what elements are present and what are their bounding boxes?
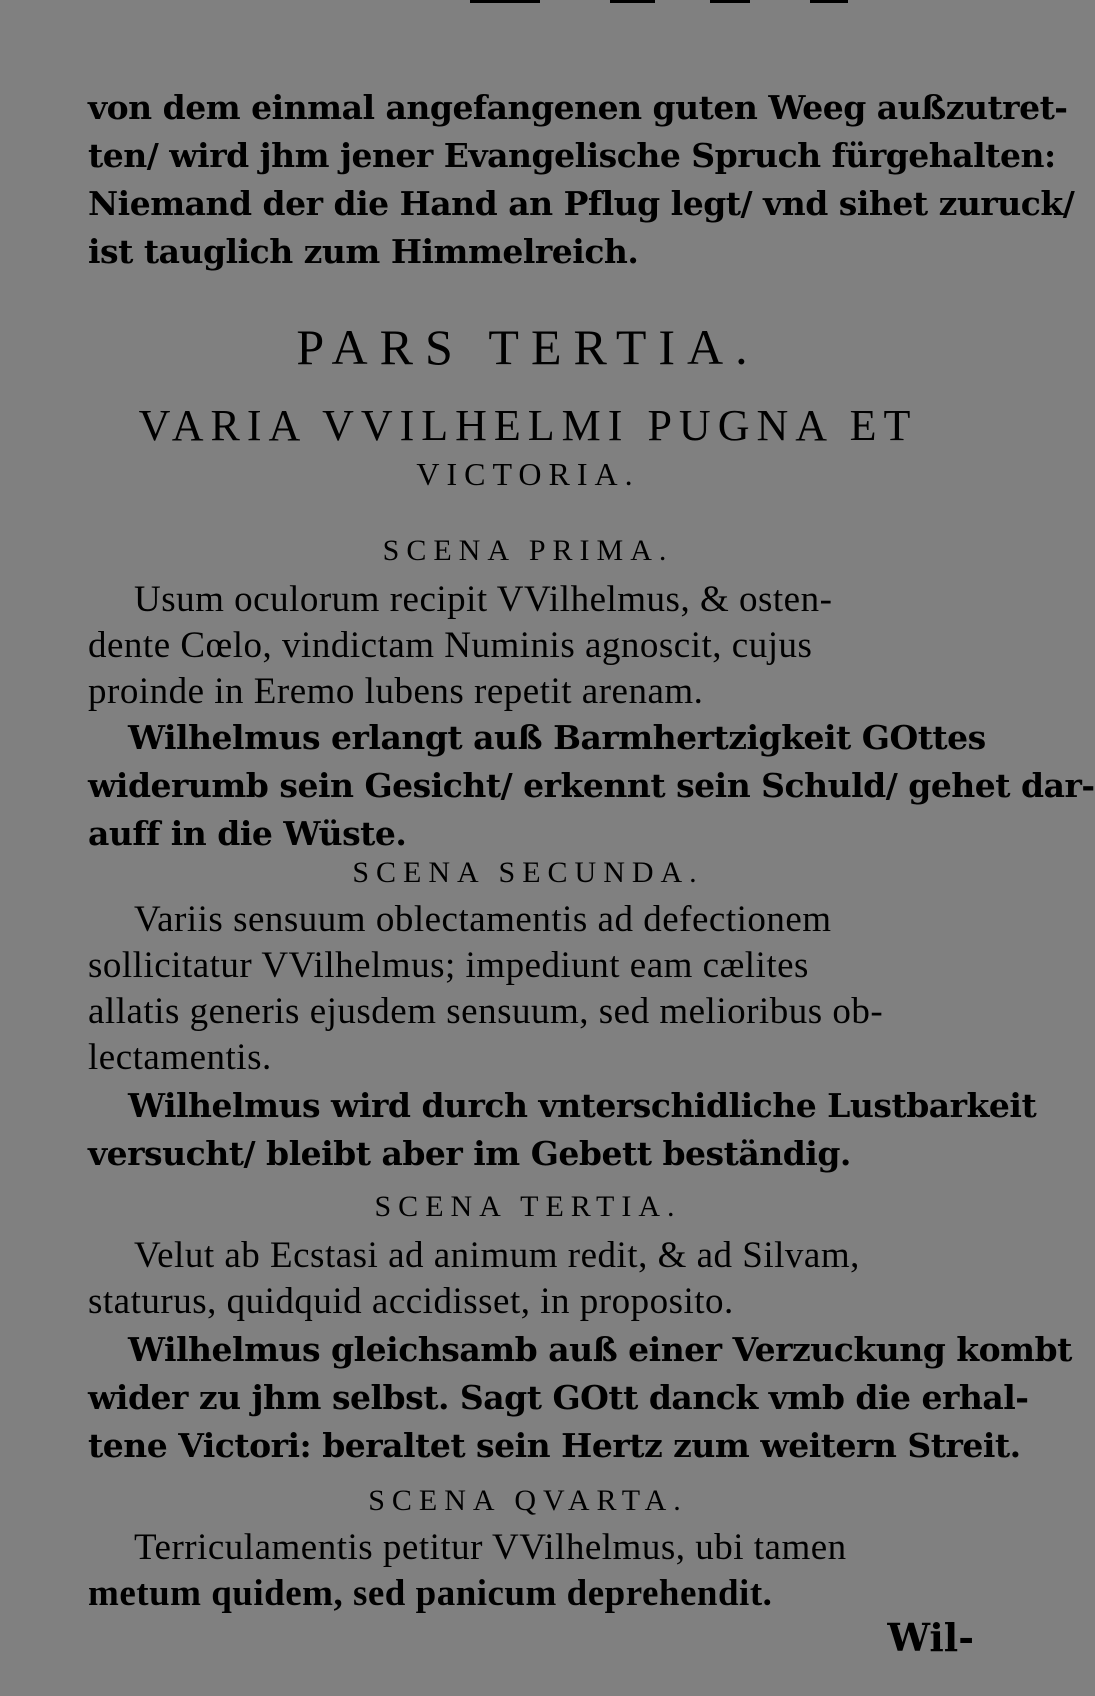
german-line: versucht/ bleibt aber im Gebett beständig.: [88, 1134, 851, 1173]
scene-heading: SCENA PRIMA.: [382, 534, 674, 567]
top-mark: [470, 0, 540, 3]
main-title-line2: VICTORIA.: [416, 456, 640, 492]
latin-line: Velut ab Ecstasi ad animum redit, & ad Silvam,: [134, 1235, 860, 1276]
intro-line: ten/ wird jhm jener Evangelische Spruch fürgehalten:: [88, 136, 1056, 175]
top-mark: [710, 0, 750, 3]
latin-line: metum quidem, sed panicum deprehendit.: [88, 1573, 773, 1614]
latin-line: Variis sensuum oblectamentis ad defectionem: [134, 899, 832, 940]
pars-title: PARS TERTIA.: [296, 319, 760, 375]
intro-line: von dem einmal angefangenen guten Weeg außzutret-: [88, 88, 1068, 127]
german-line: wider zu jhm selbst. Sagt GOtt danck vmb die erhal-: [88, 1378, 1029, 1417]
german-line: auff in die Wüste.: [88, 814, 407, 853]
scene-heading: SCENA QVARTA.: [368, 1484, 688, 1517]
latin-line: allatis generis ejusdem sensuum, sed melioribus ob-: [88, 991, 884, 1032]
latin-line: lectamentis.: [88, 1037, 272, 1078]
top-edge-marks: [470, 0, 890, 8]
latin-line: sollicitatur VVilhelmus; impediunt eam cælites: [88, 945, 809, 986]
latin-line: dente Cœlo, vindictam Numinis agnoscit, cujus: [88, 625, 813, 666]
latin-line: staturus, quidquid accidisset, in proposito.: [88, 1281, 734, 1322]
latin-line: proinde in Eremo lubens repetit arenam.: [88, 671, 704, 712]
scene-heading: SCENA TERTIA.: [374, 1190, 682, 1223]
german-line: Wilhelmus erlangt auß Barmhertzigkeit GOttes: [128, 718, 986, 757]
german-line: Wilhelmus gleichsamb auß einer Verzuckung kombt: [128, 1330, 1072, 1369]
main-title-line1: VARIA VVILHELMI PUGNA ET: [138, 401, 918, 450]
latin-line: Usum oculorum recipit VVilhelmus, & osten-: [134, 579, 833, 620]
catchword: Wil-: [887, 1615, 974, 1660]
german-line: tene Victori: beraltet sein Hertz zum weitern Streit.: [88, 1426, 1021, 1465]
intro-line: ist tauglich zum Himmelreich.: [88, 232, 639, 271]
top-mark: [610, 0, 655, 3]
intro-line: Niemand der die Hand an Pflug legt/ vnd sihet zuruck/: [88, 184, 1075, 223]
top-mark: [810, 0, 848, 3]
german-line: Wilhelmus wird durch vnterschidliche Lustbarkeit: [128, 1086, 1037, 1125]
scene-heading: SCENA SECUNDA.: [352, 856, 704, 889]
latin-line: Terriculamentis petitur VVilhelmus, ubi tamen: [134, 1527, 847, 1568]
german-line: widerumb sein Gesicht/ erkennt sein Schuld/ gehet dar-: [88, 766, 1095, 805]
